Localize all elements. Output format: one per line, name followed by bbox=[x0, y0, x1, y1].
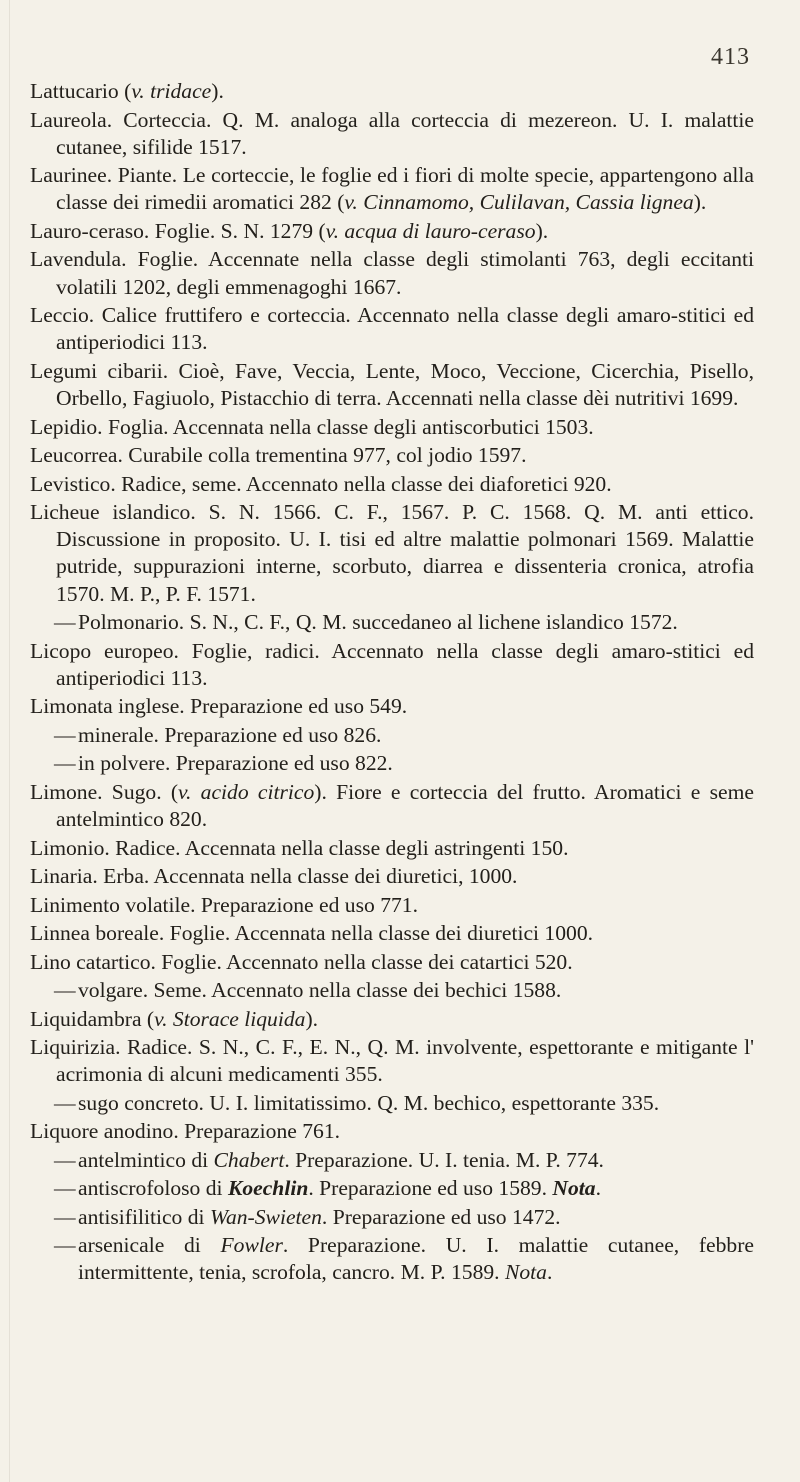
entry-text: Licopo europeo. Foglie, radici. Accennato nella classe degli amaro-stitici ed antiperiodici 113. bbox=[30, 638, 754, 690]
entry-text: antisifilitico di bbox=[78, 1204, 210, 1229]
index-subentry bbox=[30, 722, 754, 749]
index-entry bbox=[30, 920, 754, 947]
index-entry bbox=[30, 779, 754, 833]
entry-text: antiscrofoloso di bbox=[78, 1176, 228, 1201]
entry-text: Lino catartico. Foglie. Accennato nella classe dei catartici 520. bbox=[30, 949, 573, 974]
subentry-dash: — bbox=[54, 751, 76, 776]
subentry-dash: — bbox=[54, 1090, 76, 1115]
page-edge-shadow bbox=[9, 0, 10, 1482]
emphasis-text: Chabert bbox=[213, 1147, 285, 1172]
index-subentry bbox=[30, 1175, 754, 1202]
entry-text: Limonata inglese. Preparazione ed uso 549. bbox=[30, 694, 408, 719]
entry-text: Lauro-ceraso. Foglie. S. N. 1279 ( bbox=[30, 218, 326, 243]
index-entry bbox=[30, 246, 754, 300]
entry-text: Levistico. Radice, seme. Accennato nella classe dei diaforetici 920. bbox=[30, 471, 612, 496]
index-entry bbox=[30, 302, 754, 356]
index-entry bbox=[30, 471, 754, 498]
entry-text: . bbox=[595, 1176, 601, 1201]
entry-text: minerale. Preparazione ed uso 826. bbox=[78, 722, 382, 747]
subentry-dash: — bbox=[54, 1147, 76, 1172]
entry-text: antelmintico di bbox=[78, 1147, 214, 1172]
entry-text: sugo concreto. U. I. limitatissimo. Q. M. bechico, espettorante 335. bbox=[78, 1090, 660, 1115]
index-entry bbox=[30, 78, 754, 105]
index-subentry bbox=[30, 977, 754, 1004]
entry-text: Polmonario. S. N., C. F., Q. M. succedaneo al lichene islandico 1572. bbox=[78, 610, 678, 635]
index-entries bbox=[30, 78, 754, 1287]
entry-text: . Preparazione. U. I. tenia. M. P. 774. bbox=[284, 1147, 604, 1172]
emphasis-text: v. acido citrico bbox=[178, 779, 315, 804]
entry-text: Lavendula. Foglie. Accennate nella classe degli stimolanti 763, degli eccitanti volatili 1202, degli emmenagoghi 1667. bbox=[30, 247, 754, 299]
emphasis-text: v. tridace bbox=[131, 79, 212, 103]
index-subentry bbox=[30, 1204, 754, 1231]
subentry-dash: — bbox=[54, 1233, 76, 1258]
index-entry bbox=[30, 1006, 754, 1033]
entry-text: Linimento volatile. Preparazione ed uso 771. bbox=[30, 892, 418, 917]
entry-text: Liquore anodino. Preparazione 761. bbox=[30, 1119, 341, 1144]
index-entry bbox=[30, 863, 754, 890]
entry-text: Limone. Sugo. ( bbox=[30, 779, 179, 804]
entry-text: . bbox=[546, 1260, 553, 1285]
subentry-dash: — bbox=[54, 978, 76, 1003]
emphasis-text: v. Cinnamomo, Culilavan, Cassia lignea bbox=[344, 190, 694, 215]
subentry-dash: — bbox=[54, 610, 76, 635]
index-entry bbox=[30, 107, 754, 161]
entry-text: volgare. Seme. Accennato nella classe dei bechici 1588. bbox=[78, 978, 562, 1003]
emphasis-text: Fowler bbox=[220, 1233, 283, 1258]
emphasis-text: Nota bbox=[552, 1176, 596, 1201]
index-entry bbox=[30, 1034, 754, 1088]
subentry-dash: — bbox=[54, 722, 76, 747]
subentry-dash: — bbox=[54, 1176, 76, 1201]
index-subentry bbox=[30, 750, 754, 777]
entry-text: Lepidio. Foglia. Accennata nella classe degli antiscorbutici 1503. bbox=[30, 414, 594, 439]
entry-text: ). bbox=[211, 79, 224, 103]
entry-text: Laureola. Corteccia. Q. M. analoga alla corteccia di mezereon. U. I. malattie cutanee, sifilide 1517. bbox=[30, 107, 754, 159]
index-entry bbox=[30, 1118, 754, 1145]
index-entry bbox=[30, 835, 754, 862]
entry-text: ). bbox=[693, 190, 707, 215]
index-entry bbox=[30, 218, 754, 245]
entry-text: Licheue islandico. S. N. 1566. C. F., 1567. P. C. 1568. Q. M. anti ettico. Discussione in proposito. U. I. tisi ed altre malattie polmonari 1569. Malattie putride, suppurazioni interne, scorbuto, diarrea e dissenteria cronica, atrofia 1570. M. P., P. F. 1571. bbox=[30, 500, 754, 606]
emphasis-text: Wan-Swieten bbox=[209, 1204, 322, 1229]
emphasis-text: Koechlin bbox=[227, 1176, 309, 1201]
entry-text: . Preparazione ed uso 1472. bbox=[321, 1204, 561, 1229]
index-subentry bbox=[30, 609, 754, 636]
emphasis-text: v. acqua di lauro-ceraso bbox=[325, 218, 536, 243]
entry-text: . Preparazione. U. I. malattie cutanee, febbre intermittente, tenia, scrofola, cancro. M. P. 1589. bbox=[78, 1233, 755, 1285]
entry-text: ). bbox=[535, 218, 549, 243]
index-entry bbox=[30, 162, 754, 216]
index-subentry bbox=[30, 1232, 754, 1286]
entry-text: ). bbox=[305, 1006, 319, 1031]
entry-text: . Preparazione ed uso 1589. bbox=[308, 1176, 553, 1201]
entry-text: Lattucario ( bbox=[30, 79, 132, 103]
entry-text: Laurinee. Piante. Le corteccie, le foglie ed i fiori di molte specie, appartengono alla classe dei rimedii aromatici 282 ( bbox=[30, 163, 754, 215]
index-entry bbox=[30, 949, 754, 976]
index-entry bbox=[30, 358, 754, 412]
index-entry bbox=[30, 442, 754, 469]
page-number: 413 bbox=[711, 44, 750, 70]
index-entry bbox=[30, 499, 754, 608]
emphasis-text: v. Storace liquida bbox=[154, 1006, 306, 1031]
index-entry bbox=[30, 892, 754, 919]
index-entry bbox=[30, 414, 754, 441]
subentry-dash: — bbox=[54, 1204, 76, 1229]
entry-text: Linnea boreale. Foglie. Accennata nella classe dei diuretici 1000. bbox=[30, 921, 594, 946]
entry-text: in polvere. Preparazione ed uso 822. bbox=[78, 751, 393, 776]
entry-text: arsenicale di bbox=[78, 1233, 221, 1258]
index-subentry bbox=[30, 1090, 754, 1117]
index-entry bbox=[30, 693, 754, 720]
entry-text: Legumi cibarii. Cioè, Fave, Veccia, Lente, Moco, Veccione, Cicerchia, Pisello, Orbello, Fagiuolo, Pistacchio di terra. Accennati nella classe dèi nutritivi 1699. bbox=[30, 358, 754, 411]
entry-text: Leccio. Calice fruttifero e corteccia. Accennato nella classe degli amaro-stitici ed antiperiodici 113. bbox=[30, 303, 754, 355]
entry-text: Leucorrea. Curabile colla trementina 977, col jodio 1597. bbox=[30, 443, 527, 468]
entry-text: Liquirizia. Radice. S. N., C. F., E. N., Q. M. involvente, espettorante e mitigante l' acrimonia di alcuni medicamenti 355. bbox=[30, 1035, 754, 1087]
entry-text: ). Fiore e corteccia del frutto. Aromatici e seme antelmintico 820. bbox=[56, 779, 754, 832]
index-entry bbox=[30, 638, 754, 692]
entry-text: Linaria. Erba. Accennata nella classe dei diuretici, 1000. bbox=[30, 864, 518, 889]
emphasis-text: Nota bbox=[504, 1260, 547, 1285]
entry-text: Liquidambra ( bbox=[30, 1006, 155, 1031]
index-subentry bbox=[30, 1147, 754, 1174]
entry-text: Limonio. Radice. Accennata nella classe degli astringenti 150. bbox=[30, 835, 569, 860]
